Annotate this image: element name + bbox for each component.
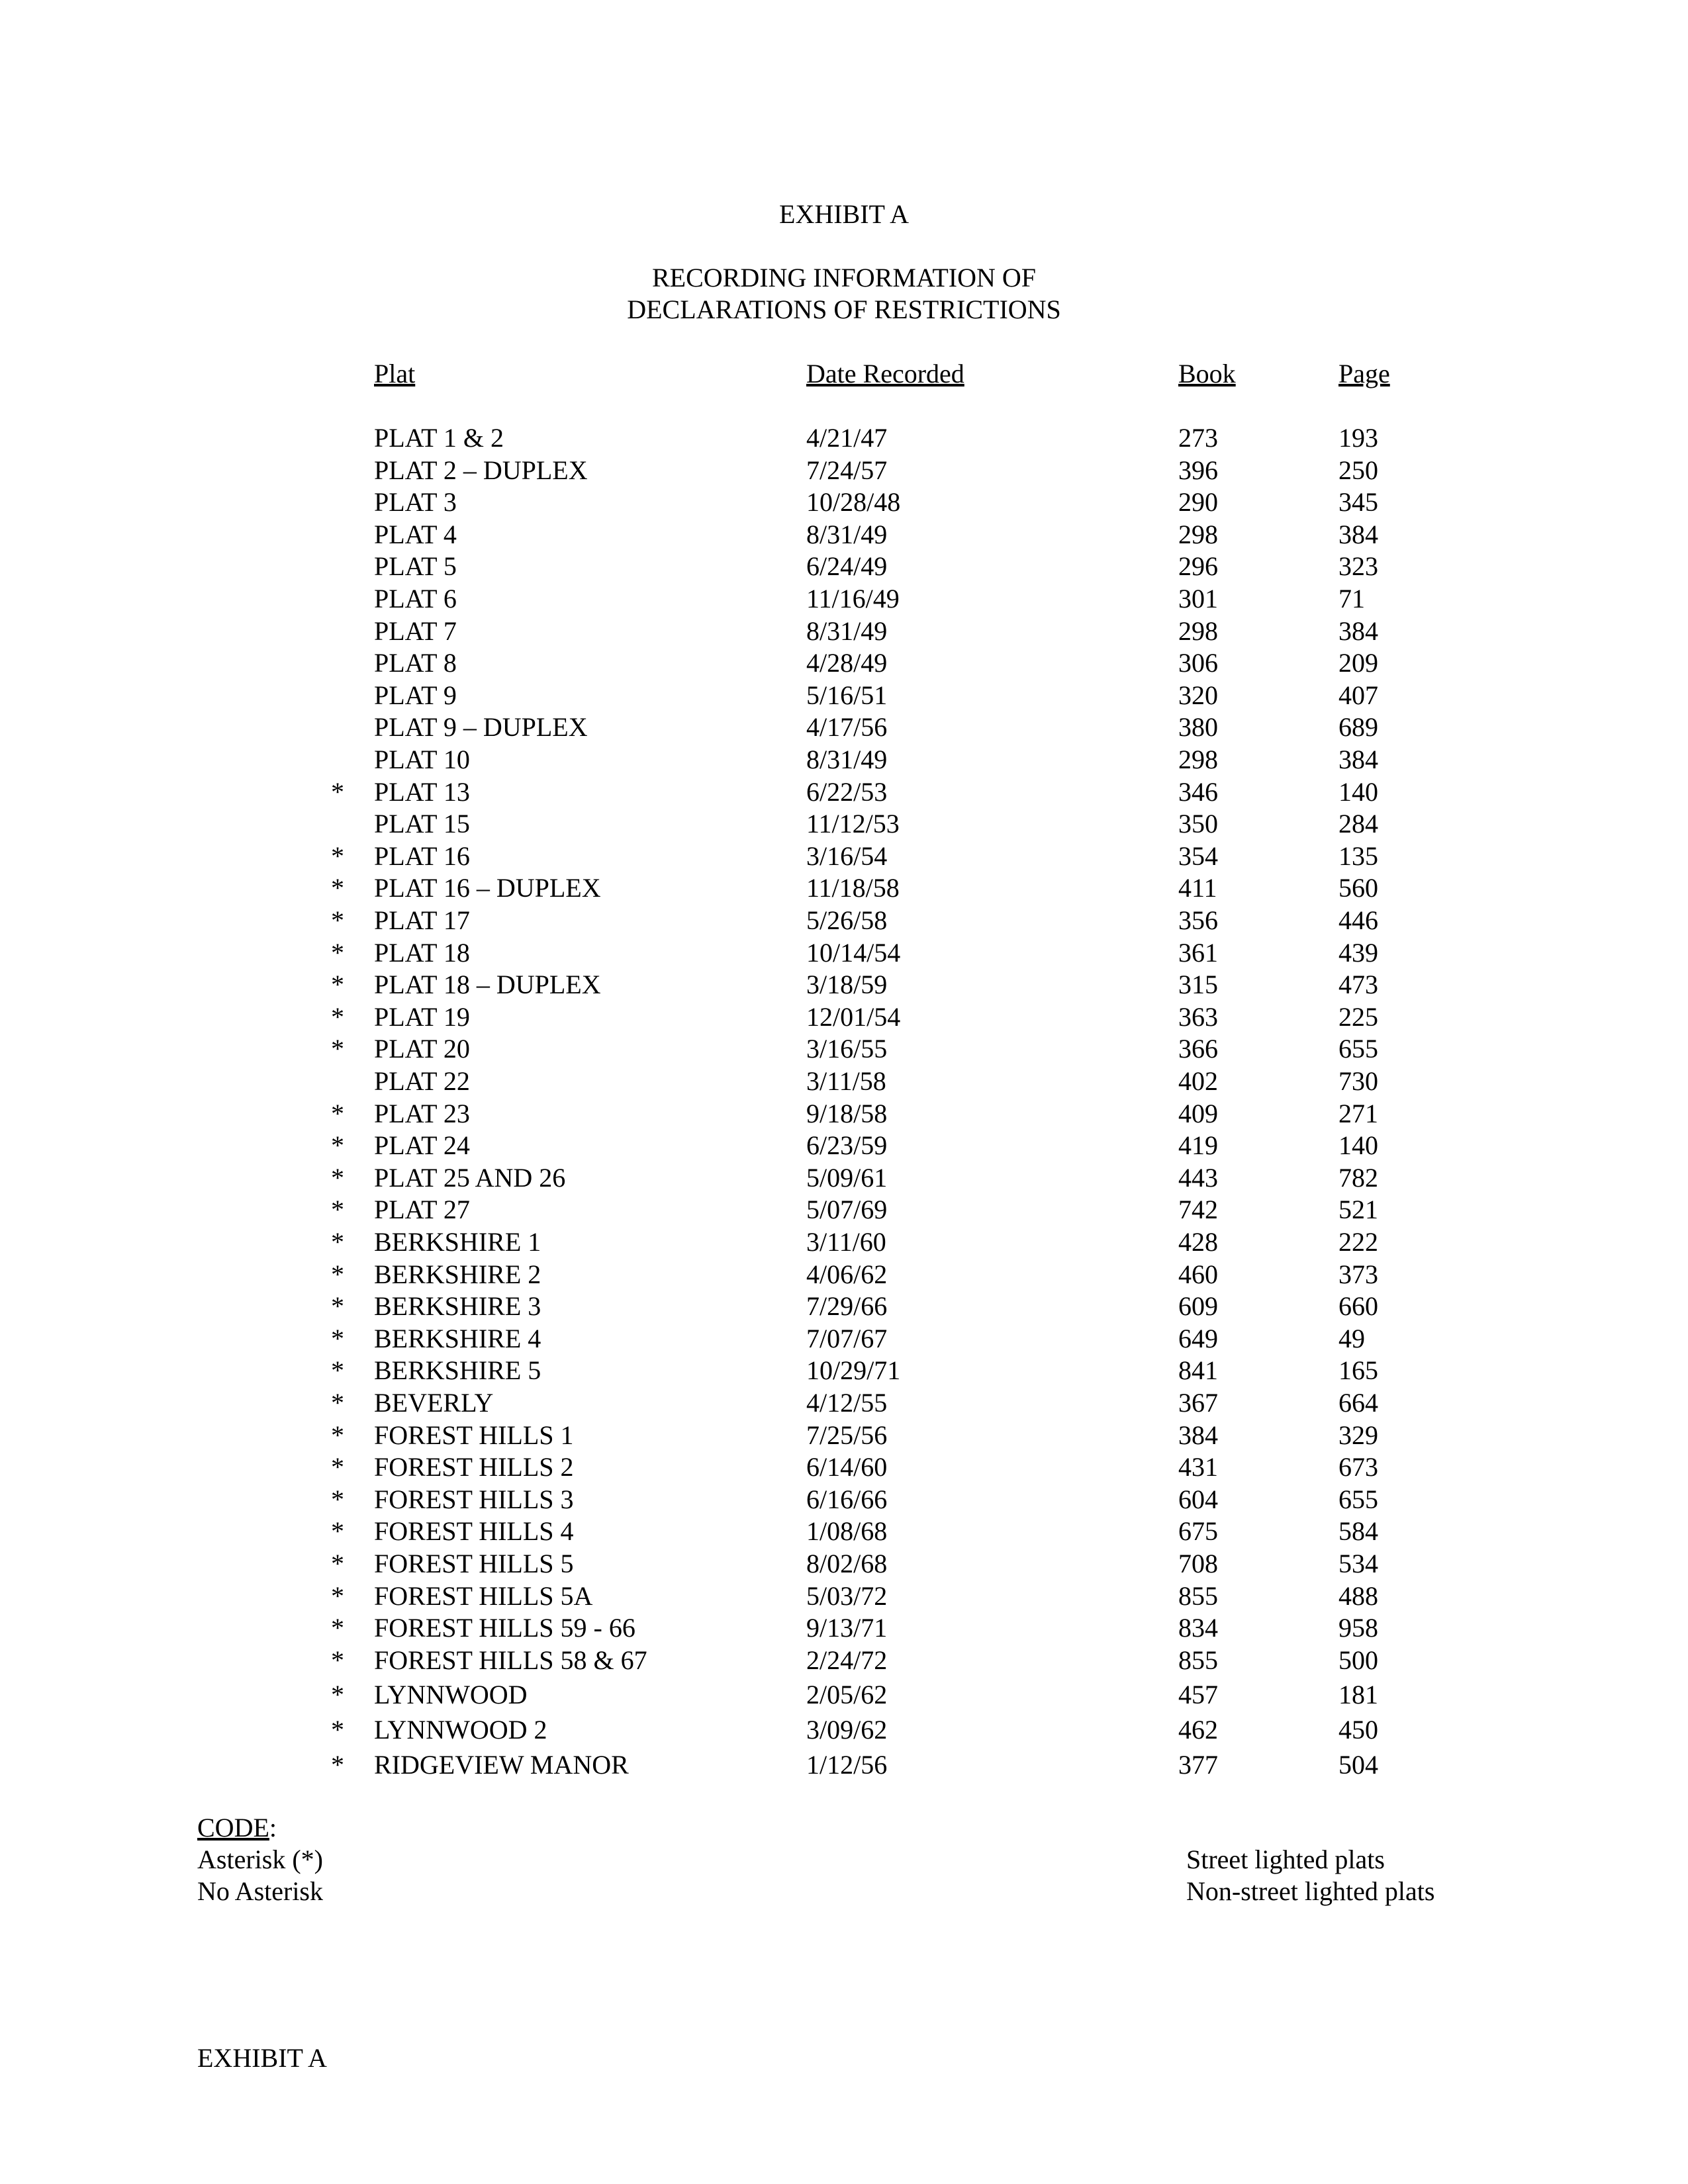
date-recorded: 3/16/55 xyxy=(806,1034,888,1064)
page-number: 958 xyxy=(1338,1613,1378,1643)
table-row xyxy=(0,650,1688,680)
table-row xyxy=(0,1749,1688,1782)
page-number: 664 xyxy=(1338,1388,1378,1418)
asterisk-marker: * xyxy=(331,1645,344,1675)
table-row xyxy=(0,937,1688,970)
table-row xyxy=(0,1036,1688,1066)
table-row xyxy=(0,1098,1688,1131)
table-row xyxy=(0,811,1688,841)
asterisk-marker: * xyxy=(331,841,344,871)
date-recorded: 5/16/51 xyxy=(806,680,888,710)
book-number: 411 xyxy=(1178,873,1217,903)
asterisk-marker: * xyxy=(331,1195,344,1225)
table-row xyxy=(0,714,1688,745)
plat-name: PLAT 1 & 2 xyxy=(374,423,504,453)
page-number: 521 xyxy=(1338,1195,1378,1225)
date-recorded: 11/12/53 xyxy=(806,809,900,839)
table-row xyxy=(0,843,1688,874)
asterisk-marker: * xyxy=(331,1291,344,1322)
plat-name: PLAT 16 xyxy=(374,841,470,871)
book-number: 396 xyxy=(1178,455,1218,485)
book-number: 377 xyxy=(1178,1749,1218,1780)
page-number: 504 xyxy=(1338,1749,1378,1780)
plat-name: PLAT 24 xyxy=(374,1130,470,1161)
header-page: Page xyxy=(1338,359,1390,388)
table-row xyxy=(0,1580,1688,1614)
date-recorded: 8/31/49 xyxy=(806,519,888,549)
subtitle-line-1: RECORDING INFORMATION OF xyxy=(651,263,1037,293)
table-row xyxy=(0,1454,1688,1484)
page-number: 655 xyxy=(1338,1034,1378,1064)
date-recorded: 5/09/61 xyxy=(806,1162,888,1193)
book-number: 462 xyxy=(1178,1715,1218,1745)
date-recorded: 5/07/69 xyxy=(806,1195,888,1225)
book-number: 296 xyxy=(1178,551,1218,582)
plat-name: PLAT 22 xyxy=(374,1066,470,1096)
date-recorded: 6/22/53 xyxy=(806,776,888,807)
page-number: 473 xyxy=(1338,970,1378,1000)
plat-name: PLAT 17 xyxy=(374,905,470,935)
table-row xyxy=(0,907,1688,938)
page-number: 560 xyxy=(1338,873,1378,903)
asterisk-marker: * xyxy=(331,1452,344,1482)
asterisk-marker: * xyxy=(331,1355,344,1386)
book-number: 609 xyxy=(1178,1291,1218,1322)
table-row xyxy=(0,1197,1688,1227)
date-recorded: 3/09/62 xyxy=(806,1715,888,1745)
page-number: 193 xyxy=(1338,423,1378,453)
plat-name: PLAT 20 xyxy=(374,1034,470,1064)
date-recorded: 6/24/49 xyxy=(806,551,888,582)
asterisk-marker: * xyxy=(331,905,344,935)
plat-name: BERKSHIRE 1 xyxy=(374,1227,541,1257)
book-number: 273 xyxy=(1178,423,1218,453)
header-plat: Plat xyxy=(374,359,416,388)
page-number: 384 xyxy=(1338,745,1378,774)
subtitle-line-2: DECLARATIONS OF RESTRICTIONS xyxy=(627,295,1061,324)
asterisk-marker: * xyxy=(331,776,344,807)
asterisk-marker: * xyxy=(331,873,344,903)
table-row xyxy=(0,972,1688,1002)
plat-name: PLAT 4 xyxy=(374,519,457,549)
date-recorded: 3/11/58 xyxy=(806,1066,886,1096)
table-row xyxy=(0,489,1688,520)
page-number: 165 xyxy=(1338,1355,1378,1386)
book-number: 298 xyxy=(1178,615,1218,646)
table-row xyxy=(0,519,1688,552)
book-number: 354 xyxy=(1178,841,1218,871)
table-row xyxy=(0,1615,1688,1645)
page-number: 135 xyxy=(1338,841,1378,871)
plat-name: BERKSHIRE 4 xyxy=(374,1323,541,1353)
book-number: 604 xyxy=(1178,1484,1218,1514)
book-number: 366 xyxy=(1178,1034,1218,1064)
page-number: 181 xyxy=(1338,1680,1378,1710)
table-row xyxy=(0,875,1688,905)
plat-name: LYNNWOOD xyxy=(374,1680,528,1710)
plat-name: PLAT 18 xyxy=(374,937,470,968)
book-number: 457 xyxy=(1178,1680,1218,1710)
date-recorded: 6/14/60 xyxy=(806,1452,888,1482)
plat-name: LYNNWOOD 2 xyxy=(374,1715,547,1745)
date-recorded: 8/02/68 xyxy=(806,1549,888,1578)
table-row xyxy=(0,1132,1688,1163)
date-recorded: 8/31/49 xyxy=(806,745,888,774)
date-recorded: 9/13/71 xyxy=(806,1613,888,1643)
date-recorded: 2/24/72 xyxy=(806,1645,888,1675)
page-number: 284 xyxy=(1338,809,1378,839)
table-row xyxy=(0,1551,1688,1581)
page-number: 222 xyxy=(1338,1227,1378,1257)
plat-name: PLAT 27 xyxy=(374,1195,470,1225)
page-number: 225 xyxy=(1338,1001,1378,1032)
table-row xyxy=(0,615,1688,649)
book-number: 384 xyxy=(1178,1420,1218,1450)
date-recorded: 8/31/49 xyxy=(806,615,888,646)
asterisk-marker: * xyxy=(331,1162,344,1193)
table-row xyxy=(0,1323,1688,1356)
date-recorded: 7/25/56 xyxy=(806,1420,888,1450)
page-number: 730 xyxy=(1338,1066,1378,1096)
date-recorded: 10/29/71 xyxy=(806,1355,901,1386)
plat-name: FOREST HILLS 2 xyxy=(374,1452,574,1482)
plat-name: PLAT 16 – DUPLEX xyxy=(374,873,601,903)
page-number: 373 xyxy=(1338,1259,1378,1289)
asterisk-marker: * xyxy=(331,1580,344,1611)
no-asterisk-meaning: Non-street lighted plats xyxy=(1186,1876,1435,1906)
table-row xyxy=(0,682,1688,713)
book-number: 320 xyxy=(1178,680,1218,710)
plat-name: BERKSHIRE 3 xyxy=(374,1291,541,1322)
asterisk-marker: * xyxy=(331,937,344,968)
table-row xyxy=(0,1390,1688,1420)
page-number: 660 xyxy=(1338,1291,1378,1322)
page-number: 250 xyxy=(1338,455,1378,485)
date-recorded: 10/28/48 xyxy=(806,487,901,518)
plat-name: PLAT 8 xyxy=(374,648,457,678)
asterisk-marker: * xyxy=(331,1680,344,1710)
date-recorded: 1/08/68 xyxy=(806,1516,888,1547)
table-row xyxy=(0,553,1688,584)
table-row xyxy=(0,1068,1688,1099)
date-recorded: 2/05/62 xyxy=(806,1680,888,1710)
plat-name: BEVERLY xyxy=(374,1388,494,1418)
plat-name: RIDGEVIEW MANOR xyxy=(374,1749,629,1780)
date-recorded: 4/17/56 xyxy=(806,712,888,743)
table-row xyxy=(0,776,1688,809)
table-row xyxy=(0,747,1688,777)
asterisk-marker: * xyxy=(331,1034,344,1064)
plat-name: PLAT 23 xyxy=(374,1098,470,1128)
page-number: 384 xyxy=(1338,615,1378,646)
page-number: 500 xyxy=(1338,1645,1378,1675)
book-number: 409 xyxy=(1178,1098,1218,1128)
plat-name: PLAT 18 – DUPLEX xyxy=(374,970,601,1000)
page-number: 534 xyxy=(1338,1549,1378,1578)
plat-name: BERKSHIRE 5 xyxy=(374,1355,541,1386)
code-colon: : xyxy=(269,1813,277,1843)
table-row xyxy=(0,1293,1688,1324)
book-number: 380 xyxy=(1178,712,1218,743)
date-recorded: 4/28/49 xyxy=(806,648,888,678)
plat-name: FOREST HILLS 5A xyxy=(374,1580,593,1611)
table-row xyxy=(0,586,1688,616)
plat-name: FOREST HILLS 59 - 66 xyxy=(374,1613,635,1643)
page-number: 49 xyxy=(1338,1323,1365,1353)
page-number: 439 xyxy=(1338,937,1378,968)
page-number: 140 xyxy=(1338,776,1378,807)
date-recorded: 6/16/66 xyxy=(806,1484,888,1514)
book-number: 431 xyxy=(1178,1452,1218,1482)
date-recorded: 10/14/54 xyxy=(806,937,901,968)
asterisk-marker: * xyxy=(331,1227,344,1257)
plat-name: PLAT 15 xyxy=(374,809,470,839)
plat-name: FOREST HILLS 1 xyxy=(374,1420,574,1450)
asterisk-marker: * xyxy=(331,1749,344,1780)
date-recorded: 3/16/54 xyxy=(806,841,888,871)
asterisk-marker: * xyxy=(331,1001,344,1032)
plat-name: PLAT 2 – DUPLEX xyxy=(374,455,588,485)
date-recorded: 9/18/58 xyxy=(806,1098,888,1128)
book-number: 367 xyxy=(1178,1388,1218,1418)
table-row xyxy=(0,1682,1688,1712)
plat-name: BERKSHIRE 2 xyxy=(374,1259,541,1289)
book-number: 443 xyxy=(1178,1162,1218,1193)
book-number: 315 xyxy=(1178,970,1218,1000)
asterisk-marker: * xyxy=(331,1098,344,1128)
page-number: 782 xyxy=(1338,1162,1378,1193)
table-row xyxy=(0,1261,1688,1292)
page-number: 407 xyxy=(1338,680,1378,710)
book-number: 290 xyxy=(1178,487,1218,518)
date-recorded: 7/07/67 xyxy=(806,1323,888,1353)
book-number: 419 xyxy=(1178,1130,1218,1161)
asterisk-label: Asterisk (*) xyxy=(197,1844,323,1874)
page-number: 446 xyxy=(1338,905,1378,935)
asterisk-marker: * xyxy=(331,1549,344,1578)
code-heading xyxy=(197,1815,277,1841)
plat-name: FOREST HILLS 3 xyxy=(374,1484,574,1514)
table-row xyxy=(0,425,1688,455)
page-number: 655 xyxy=(1338,1484,1378,1514)
plat-name: PLAT 13 xyxy=(374,776,470,807)
page-number: 584 xyxy=(1338,1516,1378,1547)
plat-name: FOREST HILLS 4 xyxy=(374,1516,574,1547)
plat-name: PLAT 25 AND 26 xyxy=(374,1162,566,1193)
date-recorded: 4/06/62 xyxy=(806,1259,888,1289)
page-number: 323 xyxy=(1338,551,1378,582)
page-number: 488 xyxy=(1338,1580,1378,1611)
page-number: 271 xyxy=(1338,1098,1378,1128)
page-number: 450 xyxy=(1338,1715,1378,1745)
book-number: 298 xyxy=(1178,745,1218,774)
no-asterisk-label: No Asterisk xyxy=(197,1876,323,1906)
plat-name: PLAT 19 xyxy=(374,1001,470,1032)
date-recorded: 7/29/66 xyxy=(806,1291,888,1322)
book-number: 855 xyxy=(1178,1580,1218,1611)
book-number: 460 xyxy=(1178,1259,1218,1289)
book-number: 675 xyxy=(1178,1516,1218,1547)
book-number: 350 xyxy=(1178,809,1218,839)
asterisk-marker: * xyxy=(331,970,344,1000)
plat-name: PLAT 7 xyxy=(374,615,457,646)
footer-exhibit: EXHIBIT A xyxy=(197,2043,327,2073)
book-number: 306 xyxy=(1178,648,1218,678)
book-number: 301 xyxy=(1178,584,1218,614)
page-number: 673 xyxy=(1338,1452,1378,1482)
book-number: 708 xyxy=(1178,1549,1218,1578)
book-number: 402 xyxy=(1178,1066,1218,1096)
asterisk-marker: * xyxy=(331,1516,344,1547)
plat-name: PLAT 9 xyxy=(374,680,457,710)
header-book: Book xyxy=(1178,359,1236,388)
asterisk-marker: * xyxy=(331,1323,344,1353)
date-recorded: 12/01/54 xyxy=(806,1001,901,1032)
asterisk-marker: * xyxy=(331,1613,344,1643)
book-number: 298 xyxy=(1178,519,1218,549)
table-row xyxy=(0,1717,1688,1747)
plat-name: PLAT 9 – DUPLEX xyxy=(374,712,588,743)
page-number: 329 xyxy=(1338,1420,1378,1450)
date-recorded: 11/18/58 xyxy=(806,873,900,903)
asterisk-marker: * xyxy=(331,1420,344,1450)
asterisk-meaning: Street lighted plats xyxy=(1186,1844,1385,1874)
date-recorded: 4/21/47 xyxy=(806,423,888,453)
book-number: 363 xyxy=(1178,1001,1218,1032)
exhibit-title: EXHIBIT A xyxy=(779,199,909,229)
book-number: 742 xyxy=(1178,1195,1218,1225)
book-number: 356 xyxy=(1178,905,1218,935)
asterisk-marker: * xyxy=(331,1484,344,1514)
plat-name: FOREST HILLS 5 xyxy=(374,1549,574,1578)
date-recorded: 6/23/59 xyxy=(806,1130,888,1161)
date-recorded: 3/18/59 xyxy=(806,970,888,1000)
table-row xyxy=(0,1422,1688,1453)
table-row xyxy=(0,1357,1688,1388)
table-row xyxy=(0,1229,1688,1259)
date-recorded: 11/16/49 xyxy=(806,584,900,614)
page-number: 209 xyxy=(1338,648,1378,678)
asterisk-marker: * xyxy=(331,1715,344,1745)
page-number: 384 xyxy=(1338,519,1378,549)
book-number: 841 xyxy=(1178,1355,1218,1386)
plat-name: PLAT 5 xyxy=(374,551,457,582)
page-number: 71 xyxy=(1338,584,1365,614)
book-number: 649 xyxy=(1178,1323,1218,1353)
page-number: 345 xyxy=(1338,487,1378,518)
plat-name: FOREST HILLS 58 & 67 xyxy=(374,1645,647,1675)
asterisk-marker: * xyxy=(331,1388,344,1418)
asterisk-marker: * xyxy=(331,1130,344,1161)
table-row xyxy=(0,1162,1688,1195)
date-recorded: 4/12/55 xyxy=(806,1388,888,1418)
table-row xyxy=(0,1647,1688,1678)
plat-name: PLAT 3 xyxy=(374,487,457,518)
table-row xyxy=(0,1518,1688,1549)
header-date-recorded: Date Recorded xyxy=(806,359,964,388)
asterisk-marker: * xyxy=(331,1259,344,1289)
plat-name: PLAT 6 xyxy=(374,584,457,614)
plat-name: PLAT 10 xyxy=(374,745,470,774)
date-recorded: 5/26/58 xyxy=(806,905,888,935)
date-recorded: 1/12/56 xyxy=(806,1749,888,1780)
code-label: CODE xyxy=(197,1813,269,1843)
table-row xyxy=(0,1001,1688,1034)
book-number: 834 xyxy=(1178,1613,1218,1643)
date-recorded: 3/11/60 xyxy=(806,1227,886,1257)
date-recorded: 5/03/72 xyxy=(806,1580,888,1611)
book-number: 428 xyxy=(1178,1227,1218,1257)
page-number: 689 xyxy=(1338,712,1378,743)
book-number: 346 xyxy=(1178,776,1218,807)
book-number: 361 xyxy=(1178,937,1218,968)
page-number: 140 xyxy=(1338,1130,1378,1161)
table-row xyxy=(0,457,1688,488)
book-number: 855 xyxy=(1178,1645,1218,1675)
table-row xyxy=(0,1486,1688,1517)
date-recorded: 7/24/57 xyxy=(806,455,888,485)
